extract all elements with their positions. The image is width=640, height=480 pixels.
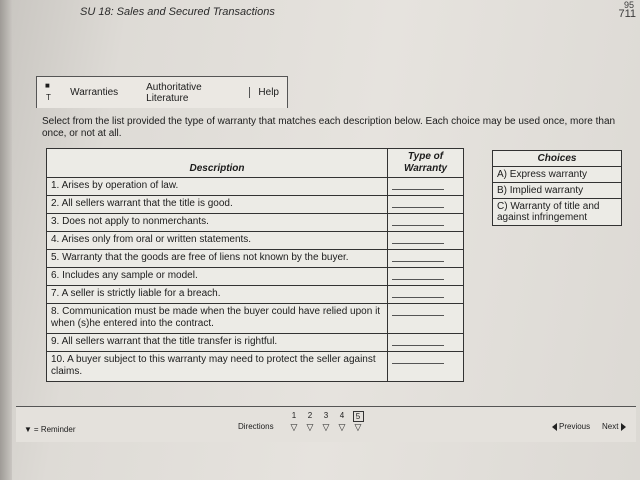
table-row [47,304,464,334]
tab-help[interactable]: Help [249,87,287,98]
reminder-flag-icon: ▼ [24,425,32,434]
row-description: 6. Includes any sample or model. [47,268,388,286]
arrow-left-icon [552,423,557,431]
choices-header: Choices [493,151,622,167]
answer-dropdown[interactable] [388,250,464,268]
question-nav-1[interactable]: 1 ▽ [286,411,302,433]
answer-dropdown[interactable] [388,214,464,232]
instructions-text: Select from the list provided the type of warranty that matches each description below. Each choice may be used once, more than once, or not at all. [42,116,616,139]
header-type-of-warranty: Type of Warranty [388,149,464,178]
book-binding [0,0,12,480]
choice-item: B) Implied warranty [493,183,622,199]
question-nav-4[interactable]: 4 ▽ [334,411,350,433]
next-button[interactable] [602,422,626,431]
question-flag-icon: ▽ [338,422,346,432]
flag-icon[interactable]: ■ T [45,80,51,102]
answer-dropdown[interactable] [388,268,464,286]
header-description: Description [47,149,388,178]
question-nav-2[interactable]: 2 ▽ [302,411,318,433]
question-flag-icon: ▽ [322,422,330,432]
table-row [47,178,464,196]
answer-dropdown[interactable] [388,304,464,334]
answer-dropdown[interactable] [388,196,464,214]
exam-screen [36,66,636,406]
row-description: 7. A seller is strictly liable for a breach. [47,286,388,304]
answer-dropdown[interactable] [388,352,464,382]
page-number-small: 95 [623,0,634,10]
running-head: SU 18: Sales and Secured Transactions [80,6,275,18]
question-nav-3[interactable]: 3 ▽ [318,411,334,433]
table-row [47,232,464,250]
answer-dropdown[interactable] [388,178,464,196]
row-description: 3. Does not apply to nonmerchants. [47,214,388,232]
directions-button[interactable]: Directions [238,422,274,431]
row-description: 2. All sellers warrant that the title is good. [47,196,388,214]
reminder-label: = Reminder [33,425,76,434]
table-row [47,196,464,214]
answer-dropdown[interactable] [388,286,464,304]
previous-label: Previous [559,422,591,431]
row-description: 1. Arises by operation of law. [47,178,388,196]
tab-authoritative-literature[interactable]: Authoritative Literature [146,81,202,104]
table-row [47,352,464,382]
question-flag-icon: ▽ [354,422,362,432]
row-description: 4. Arises only from oral or written statements. [47,232,388,250]
choice-item: C) Warranty of title and against infringement [493,199,622,226]
question-navigator [286,411,366,433]
table-row [47,250,464,268]
previous-button[interactable] [552,422,590,431]
row-description: 9. All sellers warrant that the title transfer is rightful. [47,334,388,352]
row-description: 10. A buyer subject to this warranty may need to protect the seller against claims. [47,352,388,382]
question-flag-icon: ▽ [290,422,298,432]
question-flag-icon: ▽ [306,422,314,432]
arrow-right-icon [621,423,626,431]
table-row [47,268,464,286]
row-description: 5. Warranty that the goods are free of liens not known by the buyer. [47,250,388,268]
choice-item: A) Express warranty [493,167,622,183]
bottom-toolbar [16,406,636,442]
next-label: Next [602,422,619,431]
answer-dropdown[interactable] [388,232,464,250]
row-description: 8. Communication must be made when the buyer could have relied upon it when (s)he entered into the contract. [47,304,388,334]
table-row [47,214,464,232]
question-nav-5[interactable]: 5 ▽ [350,411,366,433]
tab-bar [36,76,288,108]
tab-warranties[interactable]: Warranties [70,87,119,98]
choices-table [492,150,622,226]
warranty-table [46,148,464,382]
reminder-legend [24,425,76,434]
table-row [47,334,464,352]
table-row [47,286,464,304]
answer-dropdown[interactable] [388,334,464,352]
page-number: 711 [618,8,636,20]
